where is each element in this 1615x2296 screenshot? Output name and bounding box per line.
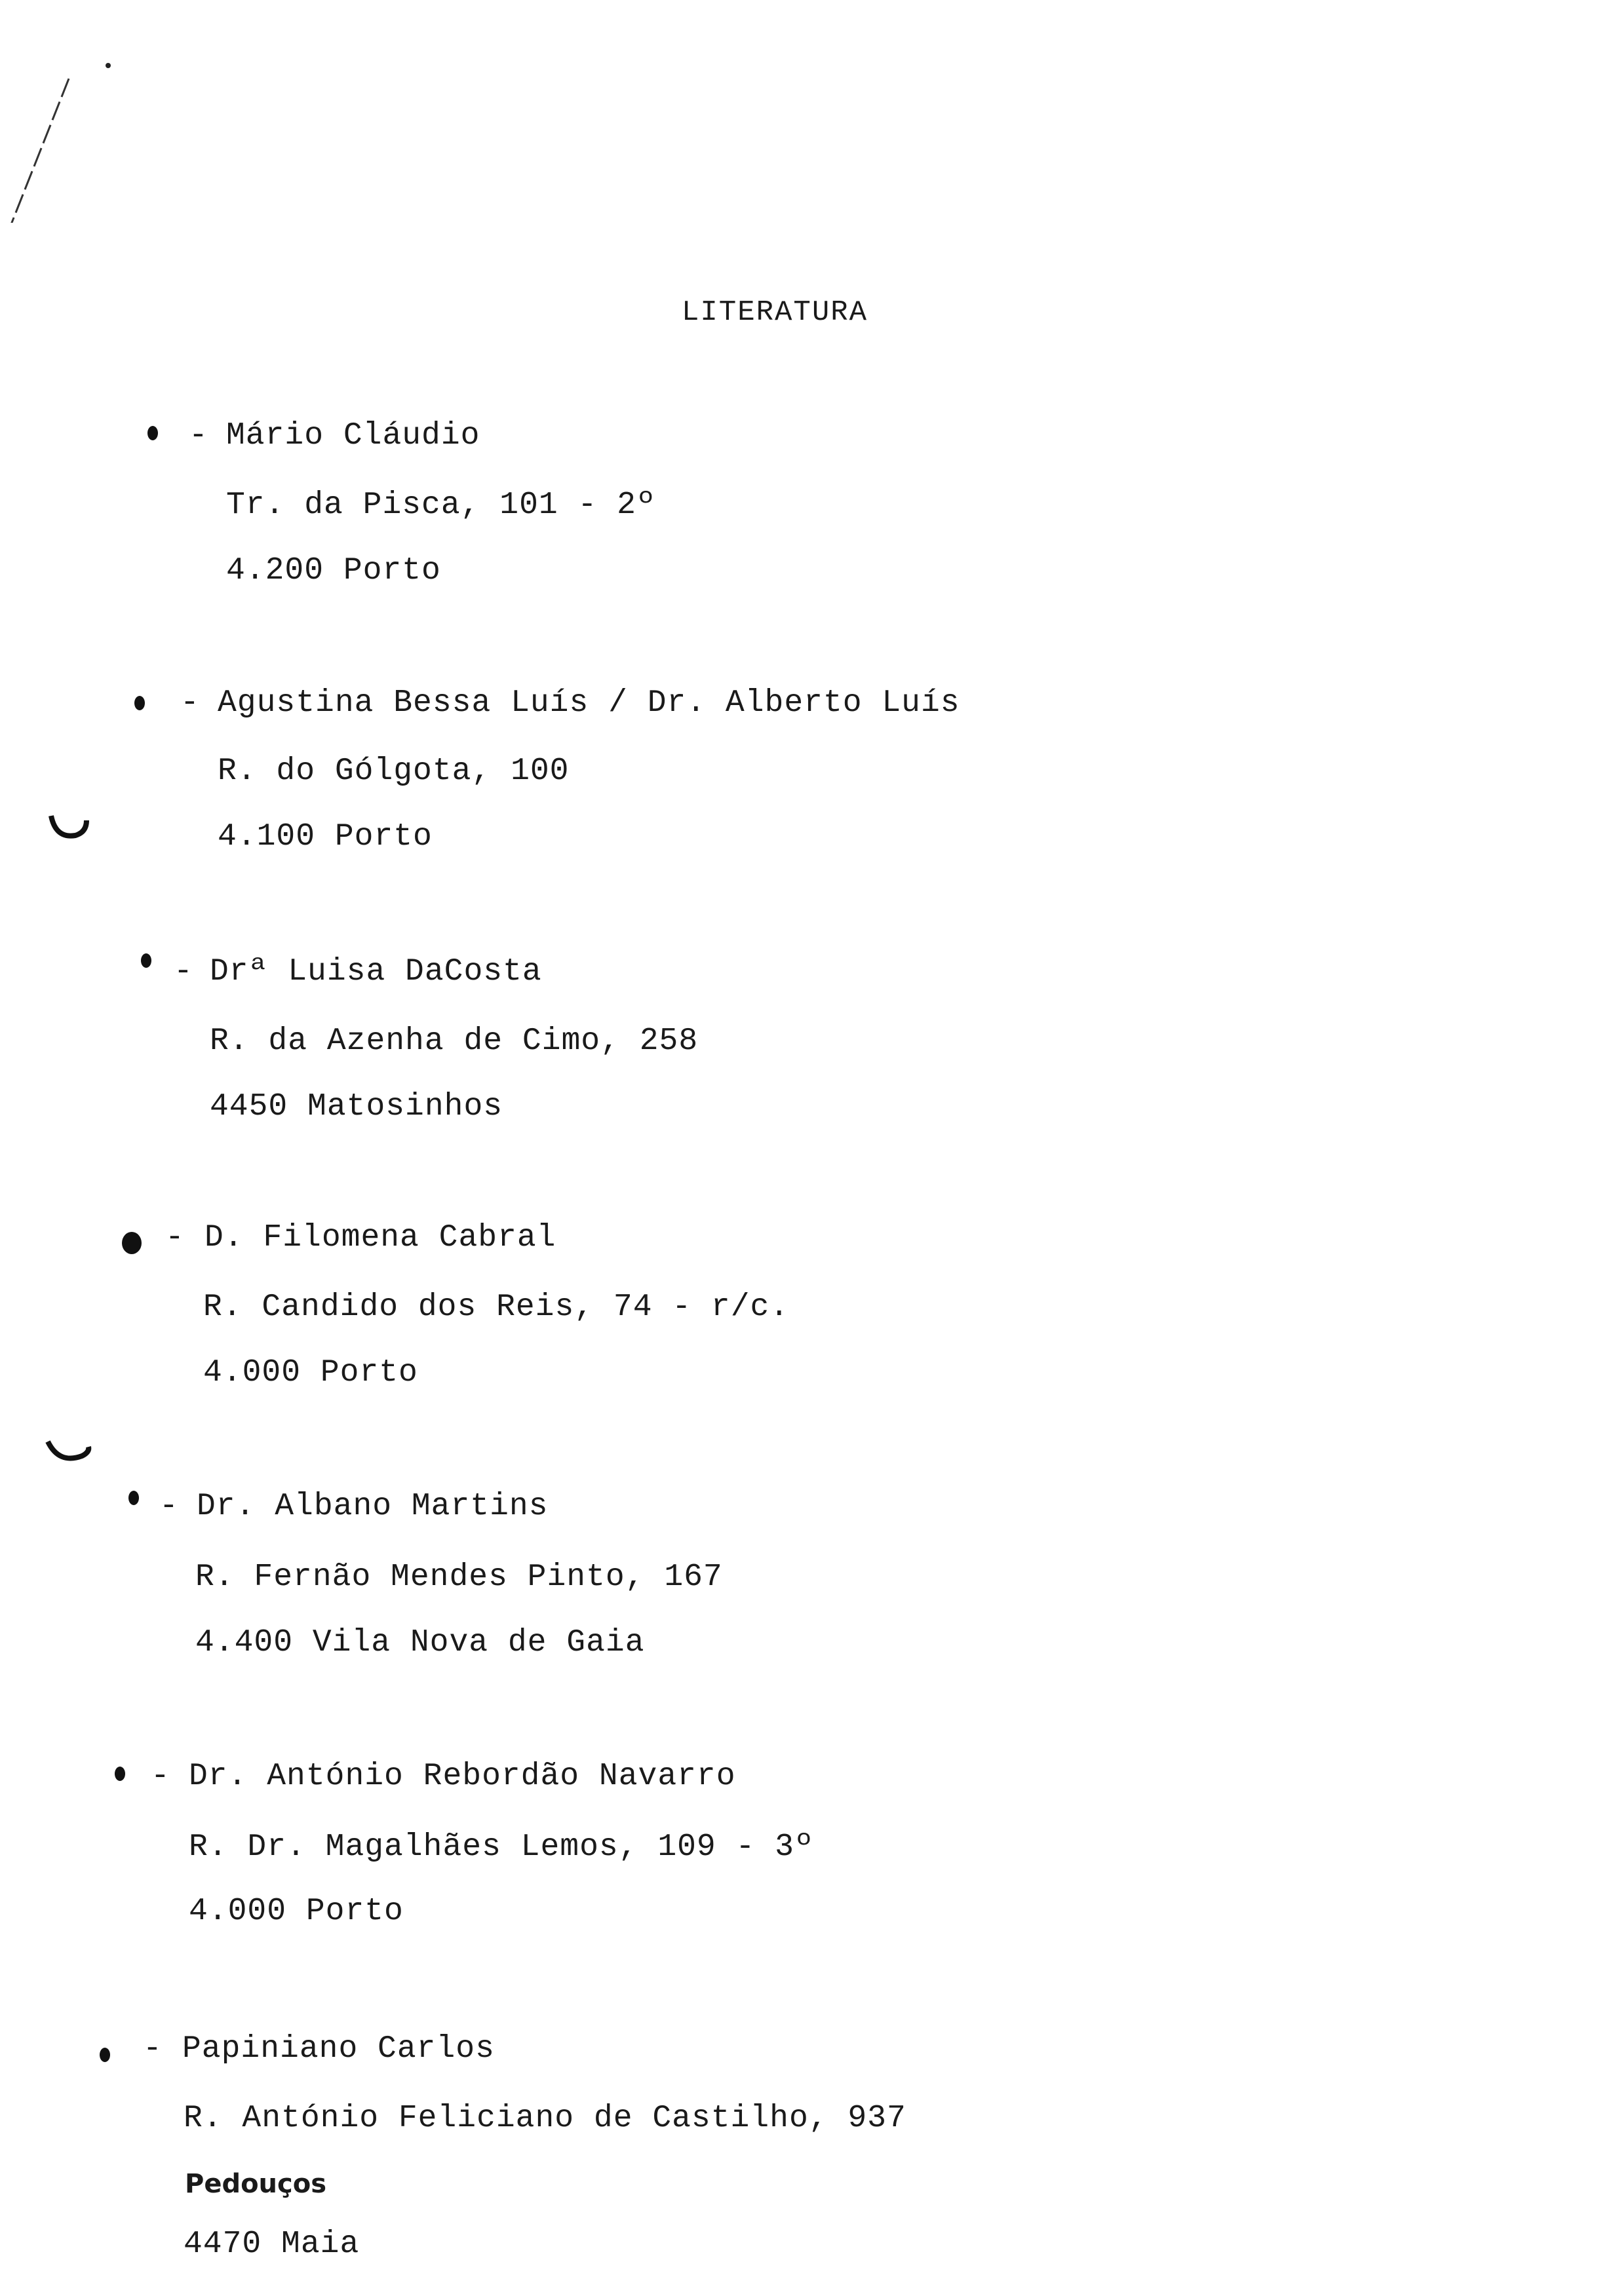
contact-address: R. Dr. Magalhães Lemos, 109 - 3º	[189, 1829, 814, 1865]
entry-dash: -	[159, 1489, 178, 1524]
margin-hole-mark	[43, 1435, 102, 1481]
contact-city: 4450 Matosinhos	[210, 1089, 503, 1124]
entry-dash: -	[174, 954, 193, 989]
bullet-mark	[100, 2048, 110, 2062]
entry-dash: -	[180, 685, 199, 721]
contact-address: R. António Feliciano de Castilho, 937	[184, 2101, 906, 2136]
entry-dash: -	[151, 1759, 170, 1794]
entry-dash: -	[143, 2031, 162, 2067]
contact-name: Mário Cláudio	[226, 418, 480, 453]
contact-city: 4.200 Porto	[226, 553, 441, 588]
bullet-mark	[141, 953, 151, 968]
stamp-text: Pedouços	[185, 2169, 327, 2199]
contact-address: R. Fernão Mendes Pinto, 167	[195, 1559, 723, 1595]
contact-city: 4.400 Vila Nova de Gaia	[195, 1625, 645, 1660]
contact-name: Papiniano Carlos	[182, 2031, 495, 2067]
bullet-mark	[128, 1491, 139, 1505]
contact-address: R. do Gólgota, 100	[218, 754, 570, 789]
contact-name: D. Filomena Cabral	[204, 1220, 556, 1255]
contact-name: Dr. António Rebordão Navarro	[189, 1759, 736, 1794]
contact-city: 4.100 Porto	[218, 819, 433, 854]
margin-scratch-mark	[0, 26, 131, 223]
document-title: LITERATURA	[682, 296, 868, 329]
entry-dash: -	[165, 1220, 184, 1255]
contact-address: R. da Azenha de Cimo, 258	[210, 1024, 699, 1059]
bullet-mark	[134, 696, 145, 710]
entry-dash: -	[189, 418, 208, 453]
contact-address: Tr. da Pisca, 101 - 2º	[226, 488, 656, 523]
contact-city: 4.000 Porto	[189, 1894, 404, 1929]
bullet-mark	[115, 1767, 125, 1781]
contact-name: Drª Luisa DaCosta	[210, 954, 542, 989]
contact-address: R. Candido dos Reis, 74 - r/c.	[203, 1290, 790, 1325]
bullet-mark	[122, 1232, 142, 1254]
bullet-mark	[147, 426, 158, 440]
contact-city: 4470 Maia	[184, 2227, 360, 2262]
contact-city: 4.000 Porto	[203, 1355, 418, 1390]
margin-hole-mark	[46, 806, 98, 852]
contact-name: Agustina Bessa Luís / Dr. Alberto Luís	[218, 685, 960, 721]
contact-name: Dr. Albano Martins	[197, 1489, 549, 1524]
